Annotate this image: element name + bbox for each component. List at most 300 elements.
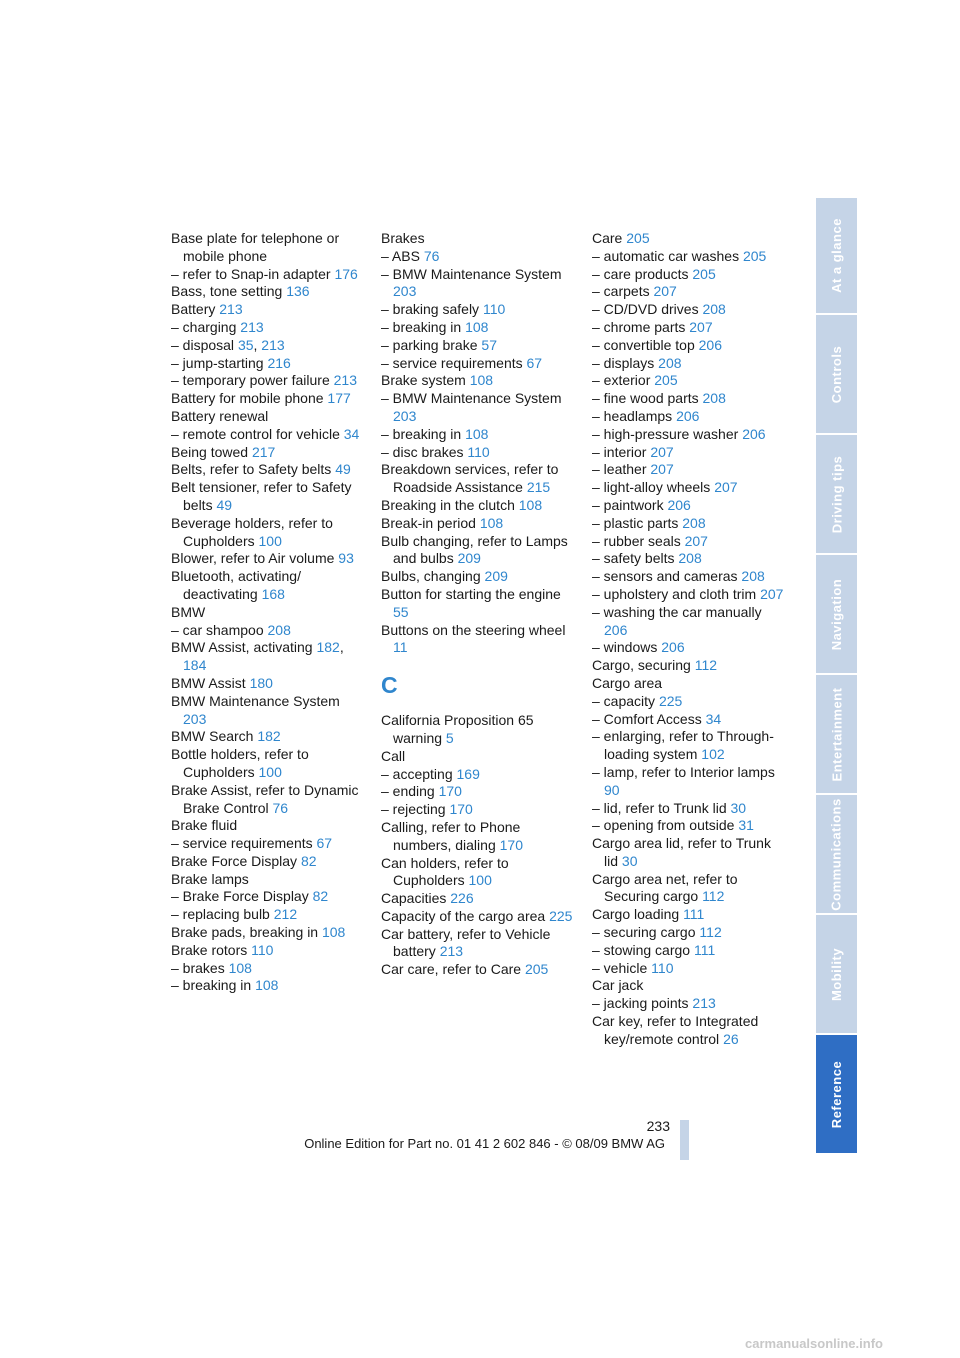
index-entry xyxy=(592,711,787,729)
entry-text: – safety belts xyxy=(592,550,675,567)
page-link[interactable]: 102 xyxy=(701,746,725,763)
entry-text: Belt tensioner, refer to Safety belts xyxy=(171,479,352,513)
index-entry xyxy=(592,586,787,604)
page-link[interactable]: 205 xyxy=(524,961,549,978)
entry-text: – carpets xyxy=(592,283,650,300)
index-entry xyxy=(171,977,366,995)
page-link[interactable]: 176 xyxy=(334,265,358,282)
page-link[interactable]: 31 xyxy=(738,817,754,834)
page-link[interactable]: 208 xyxy=(741,568,765,585)
index-entry xyxy=(592,817,787,835)
entry-text: – jump-starting xyxy=(171,354,264,371)
page-link[interactable]: 203 xyxy=(393,407,417,424)
index-entry xyxy=(592,426,787,444)
index-entry xyxy=(592,337,787,355)
index-entry xyxy=(592,283,787,301)
entry-text: Bottle holders, refer to Cupholders xyxy=(171,746,309,780)
page-number: 233 xyxy=(646,1118,670,1134)
entry-text: – lid, refer to Trunk lid xyxy=(592,799,727,816)
entry-text: – chrome parts xyxy=(592,318,686,335)
entry-text: Bulb changing, refer to Lamps and bulbs xyxy=(381,532,568,567)
page-link[interactable]: 170 xyxy=(438,783,462,800)
page-link[interactable]: 206 xyxy=(604,621,628,638)
page-link[interactable]: 170 xyxy=(499,836,523,853)
index-entry xyxy=(171,693,366,729)
index-entry xyxy=(592,497,787,515)
entry-text: Calling, refer to Phone numbers, dialing xyxy=(381,818,521,853)
index-entry xyxy=(171,817,366,835)
entry-text: Buttons on the steering wheel xyxy=(381,621,566,638)
entry-text: – service requirements xyxy=(381,354,523,371)
entry-text: – light-alloy wheels xyxy=(592,479,711,496)
tab-label: Communications xyxy=(829,797,844,911)
tab-label: Driving tips xyxy=(829,455,845,533)
page-link[interactable]: 112 xyxy=(702,888,725,905)
entry-text: – vehicle xyxy=(592,959,648,976)
index-entry xyxy=(381,461,576,497)
page-link[interactable]: 213 xyxy=(692,995,716,1012)
entry-text: – exterior xyxy=(592,372,651,389)
page-link[interactable]: 30 xyxy=(621,852,638,869)
page-link[interactable]: 180 xyxy=(249,674,273,691)
page-link[interactable]: 170 xyxy=(449,801,473,818)
entry-text: – automatic car washes xyxy=(592,247,740,264)
entry-text: Beverage holders, refer to Cupholders xyxy=(171,514,333,549)
page-link[interactable]: 76 xyxy=(272,799,289,816)
index-entry xyxy=(381,355,576,373)
page-link[interactable]: 209 xyxy=(484,568,508,585)
index-entry xyxy=(381,301,576,319)
index-entry xyxy=(171,782,366,818)
index-entry xyxy=(592,301,787,319)
page-link[interactable]: 67 xyxy=(316,835,333,852)
page-link[interactable]: 208 xyxy=(702,390,726,407)
index-entry xyxy=(171,479,366,515)
page-link[interactable]: 26 xyxy=(723,1030,739,1047)
page-link[interactable]: 111 xyxy=(693,941,716,958)
tab-label: Navigation xyxy=(829,578,844,650)
index-entry xyxy=(381,337,576,355)
page-link[interactable]: 182 xyxy=(257,728,281,745)
entry-text: – accepting xyxy=(381,765,453,782)
page-link[interactable]: 108 xyxy=(469,372,494,389)
index-entry xyxy=(592,604,787,640)
page-link[interactable]: 108 xyxy=(255,977,279,994)
page-link[interactable]: 213 xyxy=(439,943,464,960)
page-link[interactable]: 108 xyxy=(479,514,504,531)
entry-text: – BMW Maintenance System xyxy=(381,390,562,407)
entry-text: Battery xyxy=(171,301,216,318)
entry-text: BMW Maintenance System xyxy=(171,692,340,709)
entry-text: – breaking in xyxy=(381,425,462,442)
entry-text: BMW xyxy=(171,603,206,620)
page-link[interactable]: 184 xyxy=(183,657,207,674)
index-entry xyxy=(381,426,576,444)
tab-at-a-glance[interactable] xyxy=(816,198,857,313)
index-entry: – disposal 35, 213 xyxy=(171,336,285,353)
entry-text: – braking safely xyxy=(381,301,480,318)
entry-text: Breaking in the clutch xyxy=(381,496,515,513)
page-link[interactable]: 108 xyxy=(321,924,346,941)
entry-text: – jacking points xyxy=(592,995,689,1012)
index-entry xyxy=(592,675,787,693)
index-entry xyxy=(592,764,787,800)
page-link[interactable]: 205 xyxy=(742,247,767,264)
page-link[interactable]: 76 xyxy=(423,247,440,264)
page-link[interactable]: 82 xyxy=(300,852,317,869)
entry-text: – interior xyxy=(592,443,647,460)
index-entry xyxy=(592,319,787,337)
index-entry xyxy=(171,568,366,604)
page-link[interactable]: 111 xyxy=(683,906,705,923)
page-link[interactable]: 216 xyxy=(267,354,291,371)
index-entry xyxy=(592,995,787,1013)
entry-text: – rejecting xyxy=(381,801,446,818)
entry-text: – service requirements xyxy=(171,835,313,852)
page-link[interactable]: 213 xyxy=(333,372,357,389)
entry-text: – disposal xyxy=(171,336,235,353)
page-link[interactable]: 112 xyxy=(694,657,718,674)
index-entry xyxy=(592,461,787,479)
page-link[interactable]: 55 xyxy=(393,603,409,620)
index-entry xyxy=(592,479,787,497)
index-entry xyxy=(381,497,576,515)
index-entry xyxy=(171,426,366,444)
entry-text: – opening from outside xyxy=(592,817,735,834)
entry-text: Brake pads, breaking in xyxy=(171,924,319,941)
page-link[interactable]: 35 xyxy=(237,336,254,353)
index-entry xyxy=(592,372,787,390)
entry-text: – fine wood parts xyxy=(592,390,699,407)
entry-text: – charging xyxy=(171,318,237,335)
page-link[interactable]: 108 xyxy=(518,496,543,513)
page-link[interactable]: 213 xyxy=(261,336,285,353)
index-entry xyxy=(381,622,576,658)
page-link[interactable]: 206 xyxy=(698,336,722,353)
index-entry xyxy=(171,942,366,960)
tab-entertainment[interactable] xyxy=(816,675,857,793)
page-link[interactable]: 108 xyxy=(465,425,489,442)
page-link[interactable]: 110 xyxy=(251,941,274,958)
entry-text: BMW Assist xyxy=(171,674,246,691)
page-link[interactable]: 205 xyxy=(654,372,678,389)
index-entry xyxy=(592,266,787,284)
section-tabs xyxy=(816,198,857,1155)
page-link[interactable]: 203 xyxy=(393,283,417,300)
entry-text: Car care, refer to Care xyxy=(381,961,522,978)
page-link[interactable]: 177 xyxy=(327,390,351,407)
entry-text: Blower, refer to Air volume xyxy=(171,550,335,567)
page-link[interactable]: 207 xyxy=(689,318,713,335)
page-link[interactable]: 100 xyxy=(258,763,282,780)
page-link[interactable]: 110 xyxy=(651,959,674,976)
entry-text: BMW Assist, activating xyxy=(171,639,313,656)
tab-controls[interactable] xyxy=(816,315,857,433)
entry-text: Battery for mobile phone xyxy=(171,390,324,407)
index-entry xyxy=(592,942,787,960)
page-link[interactable]: 82 xyxy=(312,888,329,905)
entry-text: – paintwork xyxy=(592,496,664,513)
index-entry xyxy=(381,248,576,266)
index-entry xyxy=(592,390,787,408)
entry-text: – leather xyxy=(592,461,647,478)
index-entry xyxy=(381,855,576,891)
index-entry xyxy=(381,748,576,766)
page-link[interactable]: 208 xyxy=(267,621,291,638)
index-entry xyxy=(171,853,366,871)
tab-communications[interactable] xyxy=(816,795,857,913)
index-entry xyxy=(171,675,366,693)
page-link[interactable]: 207 xyxy=(650,461,674,478)
page-link[interactable]: 206 xyxy=(667,496,691,513)
index-entry xyxy=(381,266,576,302)
page-link[interactable]: 208 xyxy=(702,301,726,318)
index-column-3 xyxy=(592,230,787,1049)
index-entry xyxy=(381,230,576,248)
page-link[interactable]: 207 xyxy=(760,585,784,602)
index-letter-heading: C xyxy=(381,672,398,699)
watermark: carmanualsonline.info xyxy=(745,1336,883,1351)
index-entry xyxy=(171,888,366,906)
index-entry xyxy=(381,319,576,337)
entry-text: Cargo area xyxy=(592,674,663,691)
index-entry xyxy=(171,604,366,622)
page-link[interactable]: 203 xyxy=(183,710,207,727)
entry-text: – lamp, refer to Interior lamps xyxy=(592,763,775,780)
index-entry: BMW Assist, activating 182, 184 xyxy=(171,639,344,674)
index-entry xyxy=(592,568,787,586)
page-link[interactable]: 208 xyxy=(678,550,702,567)
page-link[interactable]: 110 xyxy=(482,301,506,318)
index-entry xyxy=(171,390,366,408)
entry-text: – stowing cargo xyxy=(592,941,691,958)
index-entry xyxy=(592,977,787,995)
entry-text: – washing the car manually xyxy=(592,603,762,620)
entry-text: Base plate for telephone or mobile phone xyxy=(171,230,340,264)
entry-text: Bluetooth, activating/ deactivating xyxy=(171,568,301,602)
index-entry xyxy=(592,533,787,551)
entry-text: – parking brake xyxy=(381,336,478,353)
page-link[interactable]: 207 xyxy=(653,283,677,300)
index-entry xyxy=(381,908,576,926)
page-link[interactable]: 207 xyxy=(650,443,674,460)
entry-text: – temporary power failure xyxy=(171,372,330,389)
entry-text: – headlamps xyxy=(592,407,673,424)
entry-text: – refer to Snap-in adapter xyxy=(171,265,331,282)
entry-text: – upholstery and cloth trim xyxy=(592,585,757,602)
entry-text: Brake fluid xyxy=(171,817,238,834)
index-entry xyxy=(381,766,576,784)
tab-label: Controls xyxy=(829,345,845,403)
page-link[interactable]: 169 xyxy=(456,765,480,782)
tab-label: Reference xyxy=(829,1060,844,1128)
index-entry xyxy=(592,355,787,373)
index-entry xyxy=(171,550,366,568)
entry-text: Button for starting the engine xyxy=(381,585,561,602)
entry-text: California Proposition 65 warning xyxy=(381,712,534,746)
entry-text: Being towed xyxy=(171,443,249,460)
page-link[interactable]: 209 xyxy=(457,550,481,567)
page-link[interactable]: 226 xyxy=(450,890,474,907)
index-entry xyxy=(592,960,787,978)
tab-reference[interactable] xyxy=(816,1035,857,1153)
entry-text: Capacity of the cargo area xyxy=(381,907,546,924)
page-link[interactable]: 208 xyxy=(682,514,706,531)
page-link[interactable]: 49 xyxy=(216,496,233,513)
index-entry xyxy=(171,728,366,746)
entry-text: – replacing bulb xyxy=(171,906,270,923)
page-link[interactable]: 168 xyxy=(261,585,285,602)
index-entry xyxy=(592,639,787,657)
page-link[interactable]: 206 xyxy=(742,425,766,442)
index-entry xyxy=(592,871,787,907)
page-link[interactable]: 205 xyxy=(692,265,716,282)
tab-label: At a glance xyxy=(829,218,845,293)
entry-text: – care products xyxy=(592,265,689,282)
page-link[interactable]: 225 xyxy=(549,907,573,924)
index-entry xyxy=(592,800,787,818)
index-entry xyxy=(592,230,787,248)
index-entry xyxy=(171,906,366,924)
entry-text: BMW Search xyxy=(171,728,254,745)
page-link[interactable]: 100 xyxy=(258,532,282,549)
page-link[interactable]: 225 xyxy=(658,692,683,709)
index-entry xyxy=(592,924,787,942)
entry-text: Capacities xyxy=(381,890,447,907)
entry-text: – remote control for vehicle xyxy=(171,425,340,442)
entry-text: Battery renewal xyxy=(171,407,269,424)
page-link[interactable]: 205 xyxy=(626,230,650,246)
page-link[interactable]: 57 xyxy=(481,336,497,353)
entry-text: – plastic parts xyxy=(592,514,679,531)
entry-text: Care xyxy=(592,230,623,246)
index-entry xyxy=(171,924,366,942)
index-entry xyxy=(171,283,366,301)
entry-text: Can holders, refer to Cupholders xyxy=(381,854,509,889)
page-link[interactable]: 207 xyxy=(714,479,738,496)
index-entry xyxy=(592,693,787,711)
page-link[interactable]: 100 xyxy=(468,872,492,889)
index-entry xyxy=(171,622,366,640)
tab-label: Entertainment xyxy=(829,687,844,781)
page-link[interactable]: 110 xyxy=(467,443,490,460)
entry-text: Breakdown services, refer to Roadside Assistance xyxy=(381,461,559,496)
entry-text: Car key, refer to Integrated key/remote control xyxy=(592,1013,759,1047)
page-link[interactable]: 136 xyxy=(286,283,310,300)
page-link[interactable]: 207 xyxy=(684,532,708,549)
page-link[interactable]: 212 xyxy=(273,906,298,923)
page-link[interactable]: 11 xyxy=(393,639,408,656)
entry-text: Brake lamps xyxy=(171,870,249,887)
entry-text: – displays xyxy=(592,354,655,371)
entry-text: Brake system xyxy=(381,372,466,389)
index-entry xyxy=(171,301,366,319)
page-link[interactable]: 30 xyxy=(730,799,747,816)
index-entry xyxy=(171,835,366,853)
page-link[interactable]: 213 xyxy=(219,301,243,318)
page-link[interactable]: 208 xyxy=(658,354,682,371)
entry-text: Belts, refer to Safety belts xyxy=(171,461,332,478)
entry-text: Car battery, refer to Vehicle battery xyxy=(381,925,551,960)
index-entry xyxy=(171,960,366,978)
entry-text: – convertible top xyxy=(592,336,695,353)
page-link[interactable]: 93 xyxy=(338,550,354,567)
entry-text: – ABS xyxy=(381,247,420,264)
index-entry xyxy=(592,515,787,533)
index-entry xyxy=(171,444,366,462)
index-entry xyxy=(592,1013,787,1049)
entry-text: – windows xyxy=(592,639,658,656)
entry-text: Cargo area lid, refer to Trunk lid xyxy=(592,835,771,869)
page-link[interactable]: 108 xyxy=(465,318,489,335)
entry-text: – rubber seals xyxy=(592,532,681,549)
index-entry xyxy=(171,355,366,373)
tab-label: Mobility xyxy=(829,947,845,1001)
entry-text: Cargo area net, refer to Securing cargo xyxy=(592,870,738,905)
page-link[interactable]: 34 xyxy=(705,710,722,727)
index-entry xyxy=(381,533,576,569)
page-link[interactable]: 34 xyxy=(343,425,360,442)
entry-text: – securing cargo xyxy=(592,924,696,941)
entry-text: – BMW Maintenance System xyxy=(381,265,562,282)
tab-driving-tips[interactable] xyxy=(816,435,857,553)
index-entry xyxy=(171,408,366,426)
index-entry xyxy=(592,550,787,568)
page-link[interactable]: 182 xyxy=(316,639,340,656)
page-link[interactable]: 206 xyxy=(661,639,685,656)
page-link[interactable]: 67 xyxy=(526,354,543,371)
entry-text: – breaking in xyxy=(171,977,252,994)
index-entry xyxy=(381,444,576,462)
entry-text: – CD/DVD drives xyxy=(592,301,699,318)
tab-mobility[interactable] xyxy=(816,915,857,1033)
page-link[interactable]: 215 xyxy=(526,479,551,496)
index-entry xyxy=(381,961,576,979)
page-link[interactable]: 217 xyxy=(251,443,276,460)
page-link[interactable]: 213 xyxy=(240,318,264,335)
entry-text: – Comfort Access xyxy=(592,710,702,727)
index-entry xyxy=(171,319,366,337)
index-entry xyxy=(171,871,366,889)
tab-navigation[interactable] xyxy=(816,555,857,673)
entry-text: Bulbs, changing xyxy=(381,568,481,585)
page-link[interactable]: 90 xyxy=(604,781,620,798)
page-link[interactable]: 112 xyxy=(699,924,722,941)
index-entry xyxy=(592,728,787,764)
page-link[interactable]: 108 xyxy=(228,959,252,976)
entry-text: Cargo, securing xyxy=(592,657,691,674)
index-entry xyxy=(171,461,366,479)
entry-text: Brake Assist, refer to Dynamic Brake Control xyxy=(171,781,359,816)
page-link[interactable]: 49 xyxy=(335,461,351,478)
footer-edition: Online Edition for Part no. 01 41 2 602 846 - © 08/09 BMW AG xyxy=(304,1136,665,1151)
index-entry xyxy=(592,408,787,426)
index-column-1 xyxy=(171,230,366,995)
page-link[interactable]: 206 xyxy=(676,407,700,424)
page-link[interactable]: 5 xyxy=(445,729,454,746)
entry-text: – enlarging, refer to Through-loading system xyxy=(592,728,774,763)
entry-text: Break-in period xyxy=(381,514,476,531)
index-entry xyxy=(381,568,576,586)
index-entry xyxy=(592,906,787,924)
index-entry xyxy=(381,819,576,855)
index-entry xyxy=(592,248,787,266)
index-entry xyxy=(381,586,576,622)
entry-text: Bass, tone setting xyxy=(171,283,283,300)
entry-text: – brakes xyxy=(171,959,225,976)
index-column-2 xyxy=(381,230,576,979)
index-entry xyxy=(592,444,787,462)
